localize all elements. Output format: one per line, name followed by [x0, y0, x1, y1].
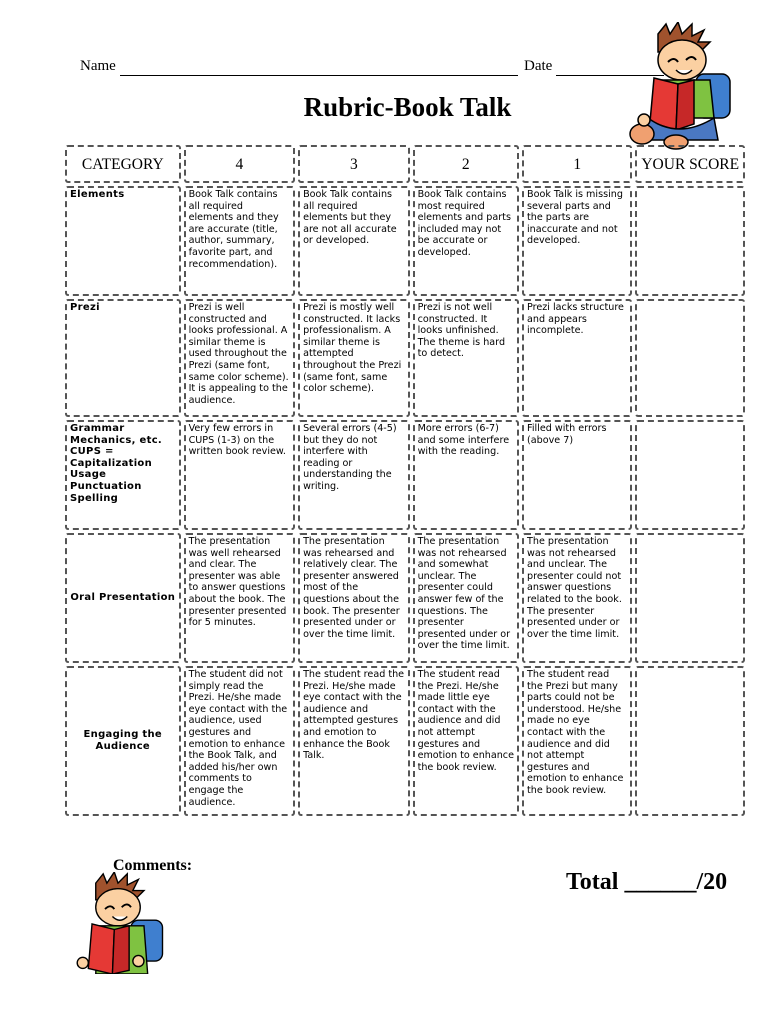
your-score-cell[interactable] [635, 299, 745, 417]
criteria-cell: Book Talk contains all required elements but they are not all accurate or developed. [298, 186, 410, 296]
header-row [65, 145, 745, 183]
criteria-cell: The student read the Prezi. He/she made eye contact with the audience and attempted gestures and emotion to enhance the Book Talk. [298, 666, 410, 816]
reading-kid-illustration-top [618, 22, 746, 150]
table-row [65, 420, 745, 530]
page-title: Rubric-Book Talk [303, 92, 512, 122]
header-your-score: YOUR SCORE [635, 145, 745, 183]
header-score-4: 4 [184, 145, 296, 183]
criteria-cell: The student read the Prezi. He/she made little eye contact with the audience and did not attempt gestures and emotion to enhance the book review. [413, 666, 519, 816]
criteria-cell: Very few errors in CUPS (1-3) on the written book review. [184, 420, 296, 530]
criteria-cell: Prezi is not well constructed. It looks unfinished. The theme is hard to detect. [413, 299, 519, 417]
criteria-cell: The presentation was not rehearsed and unclear. The presenter could not answer questions related to the book. The presenter presented under or over the time limit. [522, 533, 632, 663]
table-row [65, 666, 745, 816]
category-cell: Grammar Mechanics, etc. CUPS = Capitalization Usage Punctuation Spelling [65, 420, 181, 530]
your-score-cell[interactable] [635, 666, 745, 816]
criteria-cell: The presentation was not rehearsed and somewhat unclear. The presenter could answer few of the questions. The presenter presented under or over the time limit. [413, 533, 519, 663]
category-cell: Oral Presentation [65, 533, 181, 663]
criteria-cell: The presentation was rehearsed and relatively clear. The presenter answered most of the questions about the book. The presenter presented under or over the time limit. [298, 533, 410, 663]
criteria-cell: Several errors (4-5) but they do not interfere with reading or understanding the writing. [298, 420, 410, 530]
criteria-cell: The presentation was well rehearsed and clear. The presenter was able to answer questions about the book. The presenter presented for 5 minutes. [184, 533, 296, 663]
rubric-table [62, 142, 748, 819]
your-score-cell[interactable] [635, 186, 745, 296]
table-row [65, 186, 745, 296]
reading-kid-illustration-bottom [58, 872, 178, 974]
your-score-cell[interactable] [635, 420, 745, 530]
criteria-cell: Prezi is well constructed and looks professional. A similar theme is used throughout the Prezi (same font, same color scheme). It is appealing to the audience. [184, 299, 296, 417]
name-field[interactable] [120, 75, 518, 76]
header-score-2: 2 [413, 145, 519, 183]
criteria-cell: Filled with errors (above 7) [522, 420, 632, 530]
name-label: Name [80, 58, 116, 74]
category-cell: Prezi [65, 299, 181, 417]
header-score-3: 3 [298, 145, 410, 183]
header-score-1: 1 [522, 145, 632, 183]
total-score: Total ______/20 [566, 869, 728, 895]
comments-label: Comments: [113, 857, 193, 874]
criteria-cell: The student did not simply read the Prezi. He/she made eye contact with the audience, used gestures and emotion to enhance the Book Talk, and added his/her own comments to engage the audience. [184, 666, 296, 816]
criteria-cell: Prezi lacks structure and appears incomplete. [522, 299, 632, 417]
your-score-cell[interactable] [635, 533, 745, 663]
category-cell: Elements [65, 186, 181, 296]
header-category: CATEGORY [65, 145, 181, 183]
criteria-cell: The student read the Prezi but many parts could not be understood. He/she made no eye contact with the audience and did not attempt gestures and emotion to enhance the book review. [522, 666, 632, 816]
criteria-cell: Book Talk contains most required elements and parts included may not be accurate or developed. [413, 186, 519, 296]
criteria-cell: Book Talk is missing several parts and the parts are inaccurate and not developed. [522, 186, 632, 296]
date-label: Date [524, 58, 553, 74]
table-row [65, 299, 745, 417]
criteria-cell: More errors (6-7) and some interfere with the reading. [413, 420, 519, 530]
table-row [65, 533, 745, 663]
criteria-cell: Book Talk contains all required elements and they are accurate (title, author, summary, favorite part, and recommendation). [184, 186, 296, 296]
criteria-cell: Prezi is mostly well constructed. It lacks professionalism. A similar theme is attempted throughout the Prezi (same font, same color scheme). [298, 299, 410, 417]
category-cell: Engaging the Audience [65, 666, 181, 816]
